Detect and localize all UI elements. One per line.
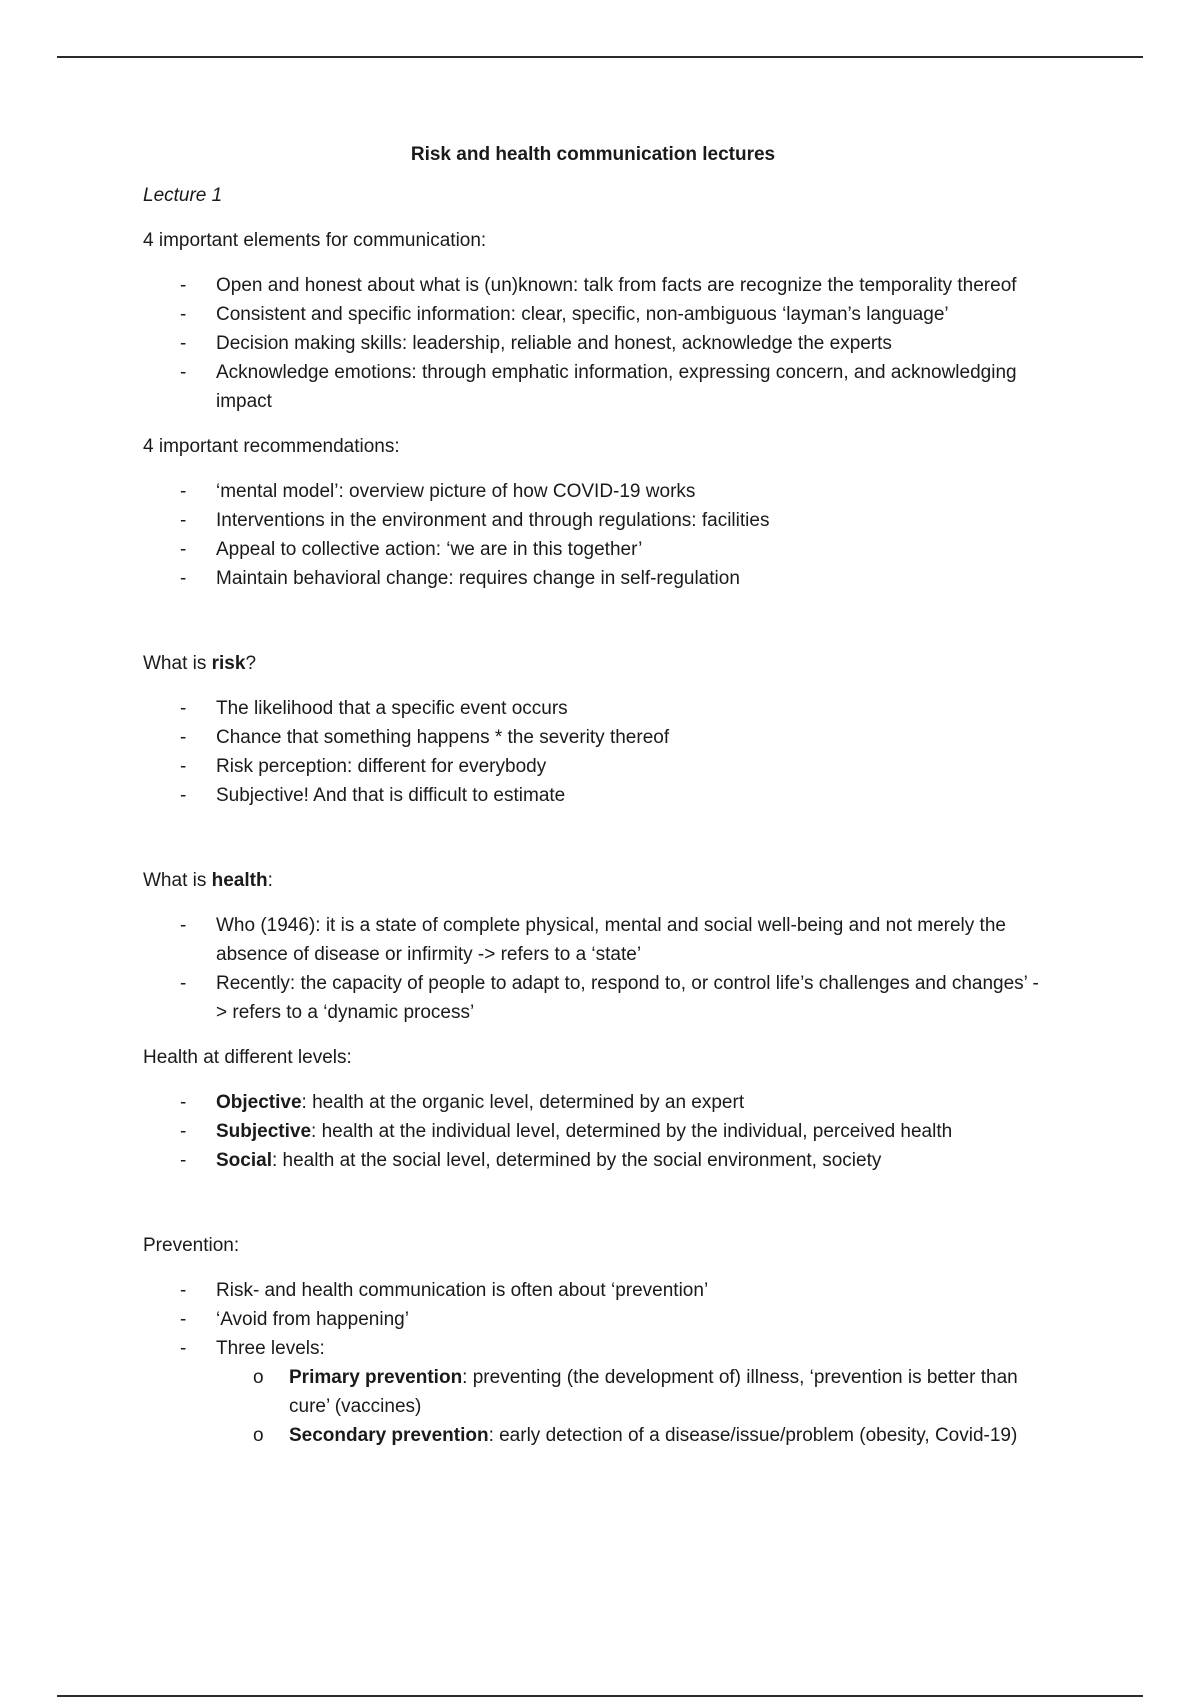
section-heading-levels: Health at different levels: bbox=[143, 1047, 352, 1068]
section-heading-prevention: Prevention: bbox=[143, 1235, 240, 1256]
list-item: - Subjective! And that is difficult to estimate bbox=[143, 781, 1043, 810]
dash-bullet: - bbox=[180, 1280, 187, 1301]
list-item: - Acknowledge emotions: through emphatic information, expressing concern, and acknowledging impact bbox=[143, 358, 1043, 416]
list-item: - Objective: health at the organic level, determined by an expert bbox=[143, 1088, 1043, 1117]
prevention-sublist bbox=[216, 1363, 1043, 1450]
dash-bullet: - bbox=[180, 304, 187, 325]
list-item: - Subjective: health at the individual level, determined by the individual, perceived health bbox=[143, 1117, 1043, 1146]
list-item: - Maintain behavioral change: requires change in self-regulation bbox=[143, 564, 1043, 593]
dash-bullet: - bbox=[180, 1092, 187, 1113]
list-item: - Interventions in the environment and through regulations: facilities bbox=[143, 506, 1043, 535]
dash-bullet: - bbox=[180, 698, 187, 719]
dash-bullet: - bbox=[180, 568, 187, 589]
list-item: - ‘mental model’: overview picture of how COVID-19 works bbox=[143, 477, 1043, 506]
dash-bullet: - bbox=[180, 727, 187, 748]
list-item: - Social: health at the social level, determined by the social environment, society bbox=[143, 1146, 1043, 1175]
list-item: - Open and honest about what is (un)known: talk from facts are recognize the temporality thereof bbox=[143, 271, 1043, 300]
dash-bullet: - bbox=[180, 756, 187, 777]
list-item: - Who (1946): it is a state of complete physical, mental and social well-being and not merely the absence of disease or infirmity -> refers to a ‘state’ bbox=[143, 911, 1043, 969]
sub-list-item: o Secondary prevention: early detection of a disease/issue/problem (obesity, Covid-19) bbox=[216, 1421, 1043, 1450]
dash-bullet: - bbox=[180, 973, 187, 994]
section-heading-recommendations: 4 important recommendations: bbox=[143, 436, 400, 457]
circle-bullet: o bbox=[253, 1425, 264, 1446]
list-item: - Decision making skills: leadership, reliable and honest, acknowledge the experts bbox=[143, 329, 1043, 358]
elements-list bbox=[143, 271, 1043, 416]
list-item: - Three levels: o Primary prevention: preventing (the development of) illness, ‘prevention is better than cure’ (vaccines) o Secondary prevention: early detection of a disease/issue/problem (obesity, Covid-19) bbox=[143, 1334, 1043, 1450]
dash-bullet: - bbox=[180, 1121, 187, 1142]
list-item: - Risk- and health communication is often about ‘prevention’ bbox=[143, 1276, 1043, 1305]
list-item: - ‘Avoid from happening’ bbox=[143, 1305, 1043, 1334]
document-body bbox=[143, 140, 1043, 1466]
footer-rule bbox=[57, 1695, 1143, 1697]
list-item: - Recently: the capacity of people to adapt to, respond to, or control life’s challenges and changes’ -> refers to a ‘dynamic process’ bbox=[143, 969, 1043, 1027]
dash-bullet: - bbox=[180, 785, 187, 806]
dash-bullet: - bbox=[180, 362, 187, 383]
dash-bullet: - bbox=[180, 275, 187, 296]
levels-list bbox=[143, 1088, 1043, 1175]
lecture-label: Lecture 1 bbox=[143, 185, 223, 206]
list-item: - Risk perception: different for everybody bbox=[143, 752, 1043, 781]
section-heading-elements: 4 important elements for communication: bbox=[143, 230, 487, 251]
dash-bullet: - bbox=[180, 1338, 187, 1359]
sub-list-item: o Primary prevention: preventing (the development of) illness, ‘prevention is better than cure’ (vaccines) bbox=[216, 1363, 1043, 1421]
header-rule bbox=[57, 56, 1143, 58]
dash-bullet: - bbox=[180, 510, 187, 531]
document-title: Risk and health communication lectures bbox=[410, 144, 776, 165]
dash-bullet: - bbox=[180, 1150, 187, 1171]
dash-bullet: - bbox=[180, 539, 187, 560]
list-item: - Chance that something happens * the severity thereof bbox=[143, 723, 1043, 752]
risk-list bbox=[143, 694, 1043, 810]
dash-bullet: - bbox=[180, 333, 187, 354]
section-heading-risk: What is risk? bbox=[143, 653, 257, 674]
recommendations-list bbox=[143, 477, 1043, 593]
health-list bbox=[143, 911, 1043, 1027]
dash-bullet: - bbox=[180, 1309, 187, 1330]
list-item: - Appeal to collective action: ‘we are in this together’ bbox=[143, 535, 1043, 564]
dash-bullet: - bbox=[180, 481, 187, 502]
list-item: - The likelihood that a specific event occurs bbox=[143, 694, 1043, 723]
section-heading-health: What is health: bbox=[143, 870, 273, 891]
prevention-list bbox=[143, 1276, 1043, 1450]
dash-bullet: - bbox=[180, 915, 187, 936]
list-item: - Consistent and specific information: clear, specific, non-ambiguous ‘layman’s language’ bbox=[143, 300, 1043, 329]
circle-bullet: o bbox=[253, 1367, 264, 1388]
